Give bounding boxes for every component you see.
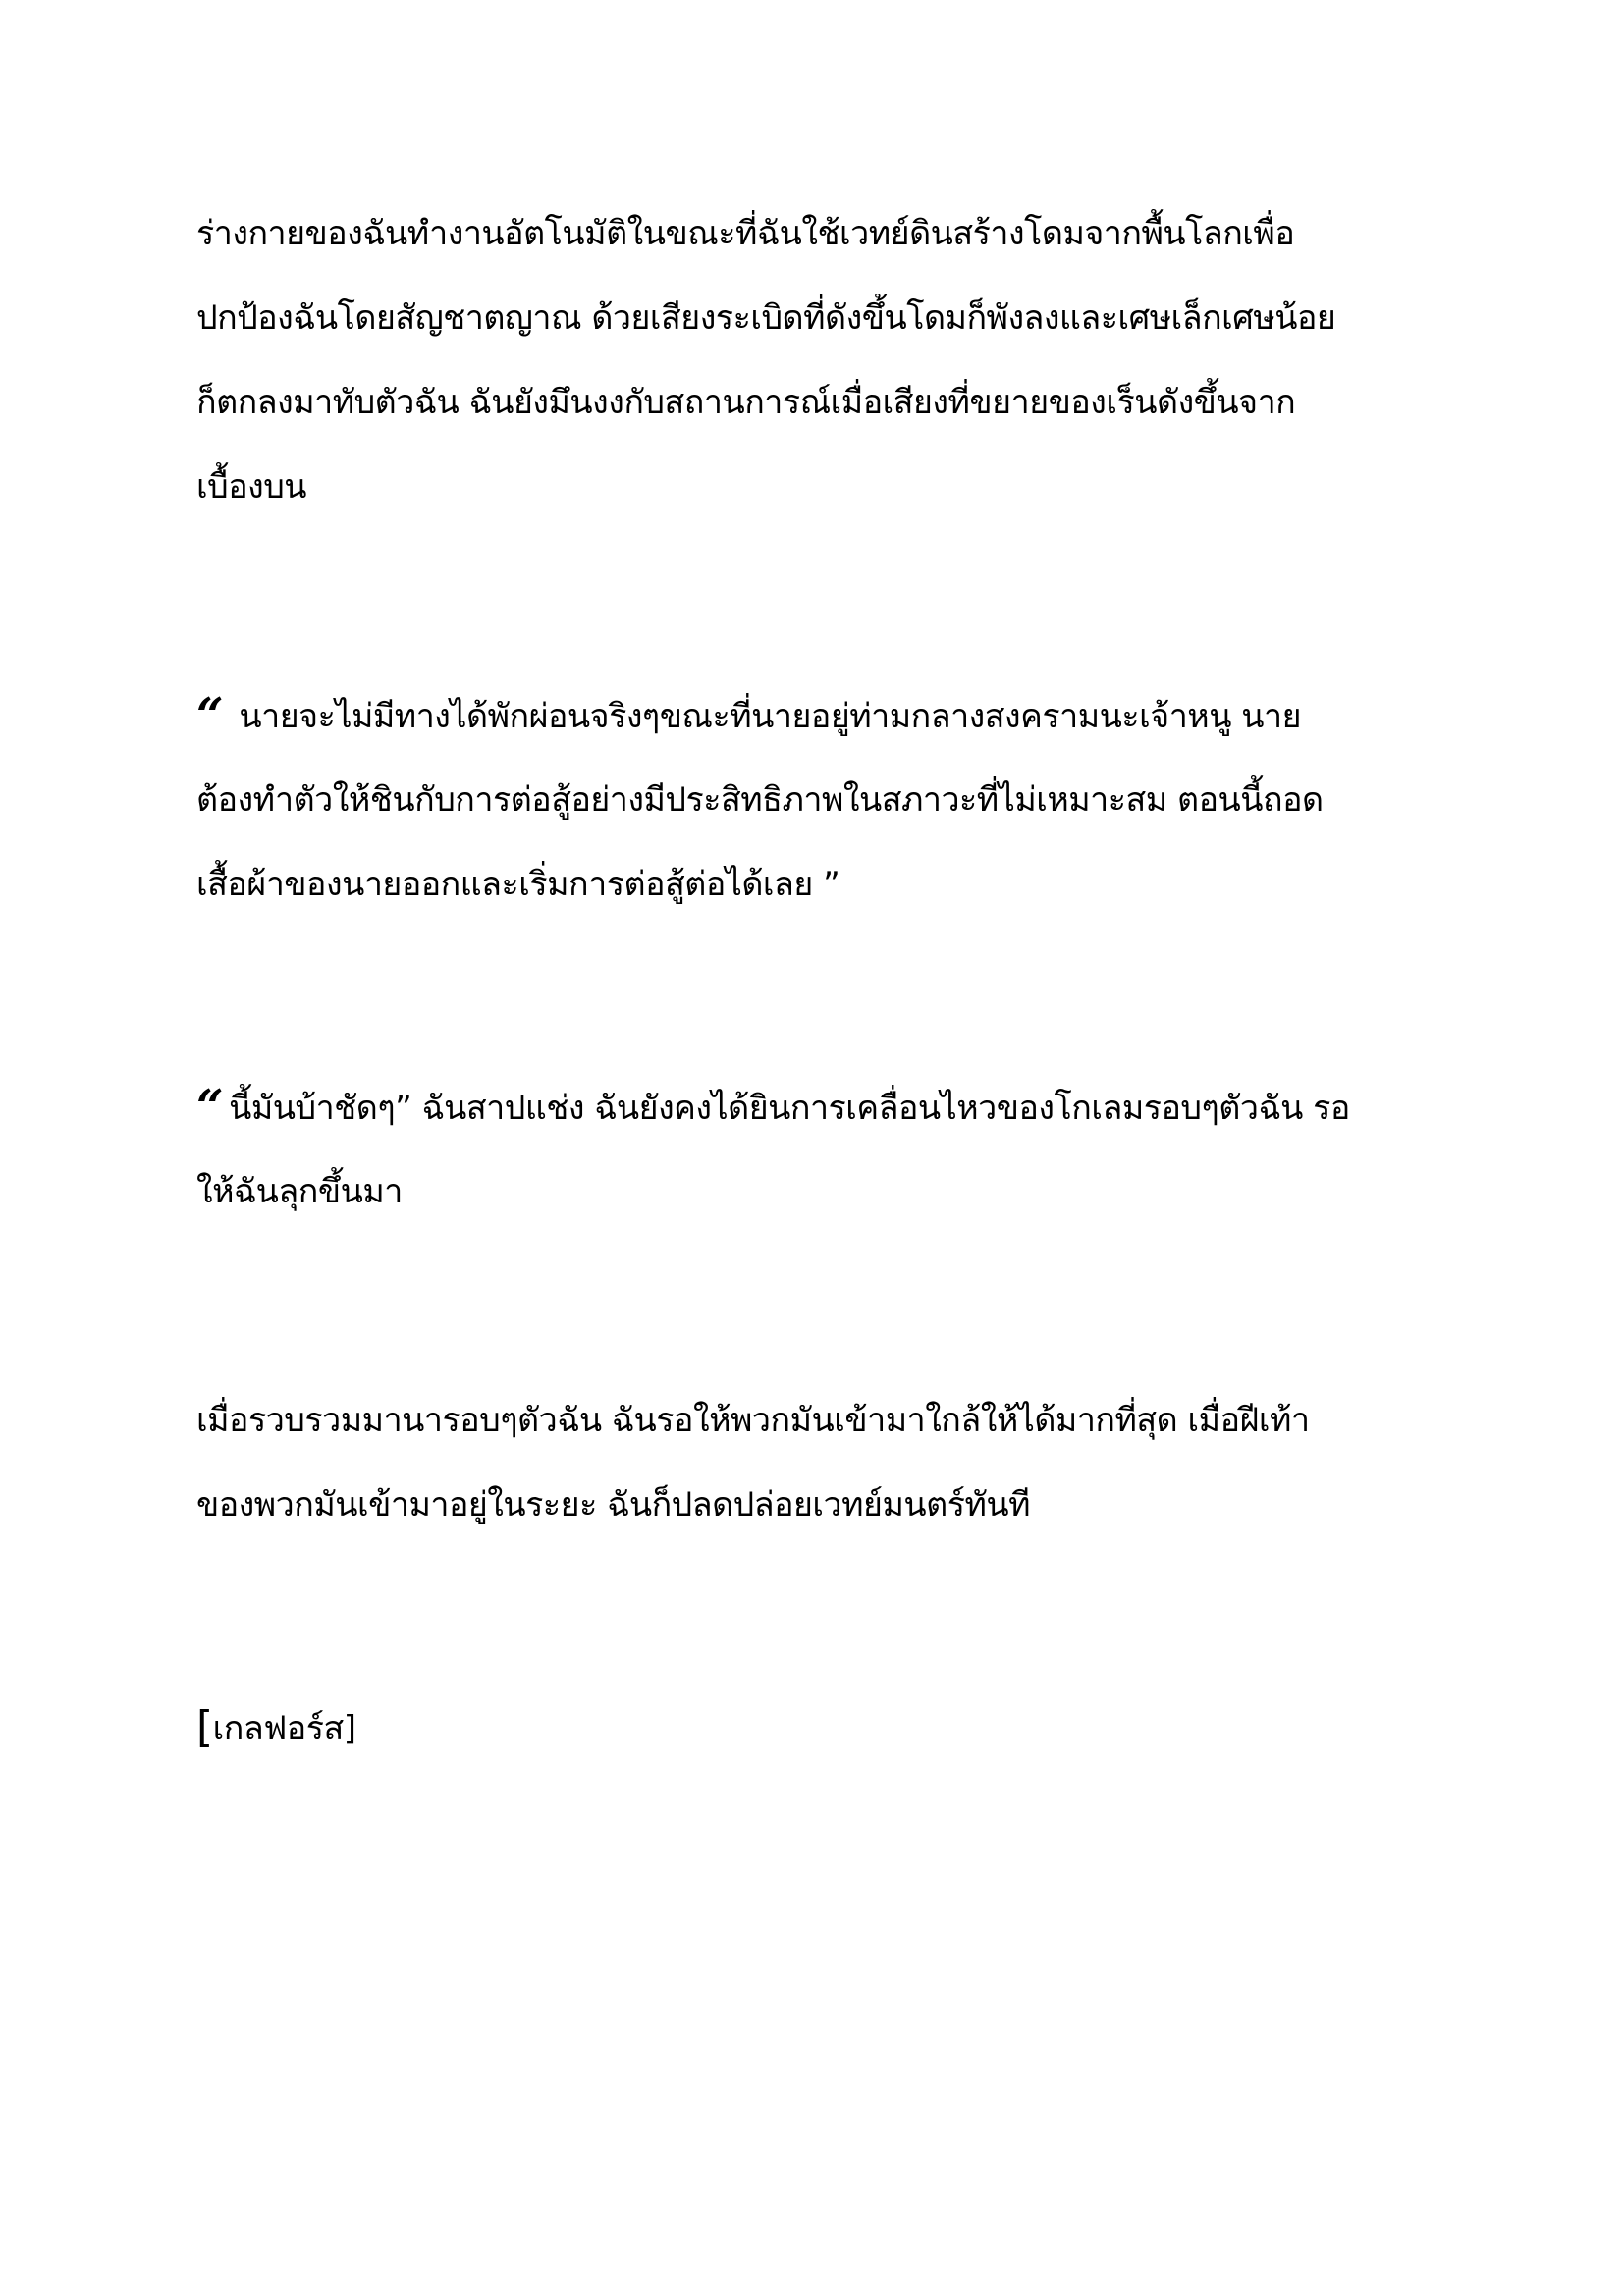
open-quote-mark: “	[196, 688, 224, 743]
paragraph-3-line-1	[196, 1080, 1350, 1135]
paragraph-2-line-1-text: นายจะไม่มีทางได้พักผ่อนจริงๆขณะที่นายอยู่ท่ามกลางสงครามนะเจ้าหนู นาย	[229, 697, 1302, 736]
paragraph-3-line-1-text: นี้มันบ้าชัดๆ” ฉันสาปแช่ง ฉันยังคงได้ยินการเคลื่อนไหวของโกเลมรอบๆตัวฉัน รอ	[229, 1089, 1350, 1128]
open-quote-mark: “	[196, 1080, 224, 1135]
paragraph-3-line-2: ให้ฉันลุกขึ้นมา	[196, 1172, 403, 1211]
paragraph-1-line-2: ปกป้องฉันโดยสัญชาตญาณ ด้วยเสียงระเบิดที่ดังขึ้นโดมก็พังลงและเศษเล็กเศษน้อย	[196, 298, 1336, 338]
paragraph-2-line-2: ต้องทำตัวให้ชินกับการต่อสู้อย่างมีประสิทธิภาพในสภาวะที่ไม่เหมาะสม ตอนนี้ถอด	[196, 780, 1324, 820]
paragraph-1-line-1: ร่างกายของฉันทำงานอัตโนมัติในขณะที่ฉันใช้เวทย์ดินสร้างโดมจากพื้นโลกเพื่อ	[196, 214, 1295, 253]
paragraph-1-line-4: เบื้องบน	[196, 467, 307, 507]
paragraph-1-line-3: ก็ตกลงมาทับตัวฉัน ฉันยังมึนงงกับสถานการณ์เมื่อเสียงที่ขยายของเร็นดังขึ้นจาก	[196, 383, 1296, 422]
open-bracket: [	[196, 1702, 213, 1752]
paragraph-5-line-1	[196, 1704, 355, 1752]
paragraph-4-line-2: ของพวกมันเข้ามาอยู่ในระยะ ฉันก็ปลดปล่อยเวทย์มนตร์ทันที	[196, 1485, 1031, 1524]
paragraph-2-line-3: เสื้อผ้าของนายออกและเริ่มการต่อสู้ต่อได้เลย ”	[196, 865, 840, 904]
paragraph-2-line-1	[196, 688, 1302, 743]
sound-effect-text: เกลฟอร์ส]	[212, 1709, 356, 1748]
paragraph-4-line-1: เมื่อรวบรวมมานารอบๆตัวฉัน ฉันรอให้พวกมันเข้ามาใกล้ให้ได้มากที่สุด เมื่อฝีเท้า	[196, 1401, 1310, 1440]
